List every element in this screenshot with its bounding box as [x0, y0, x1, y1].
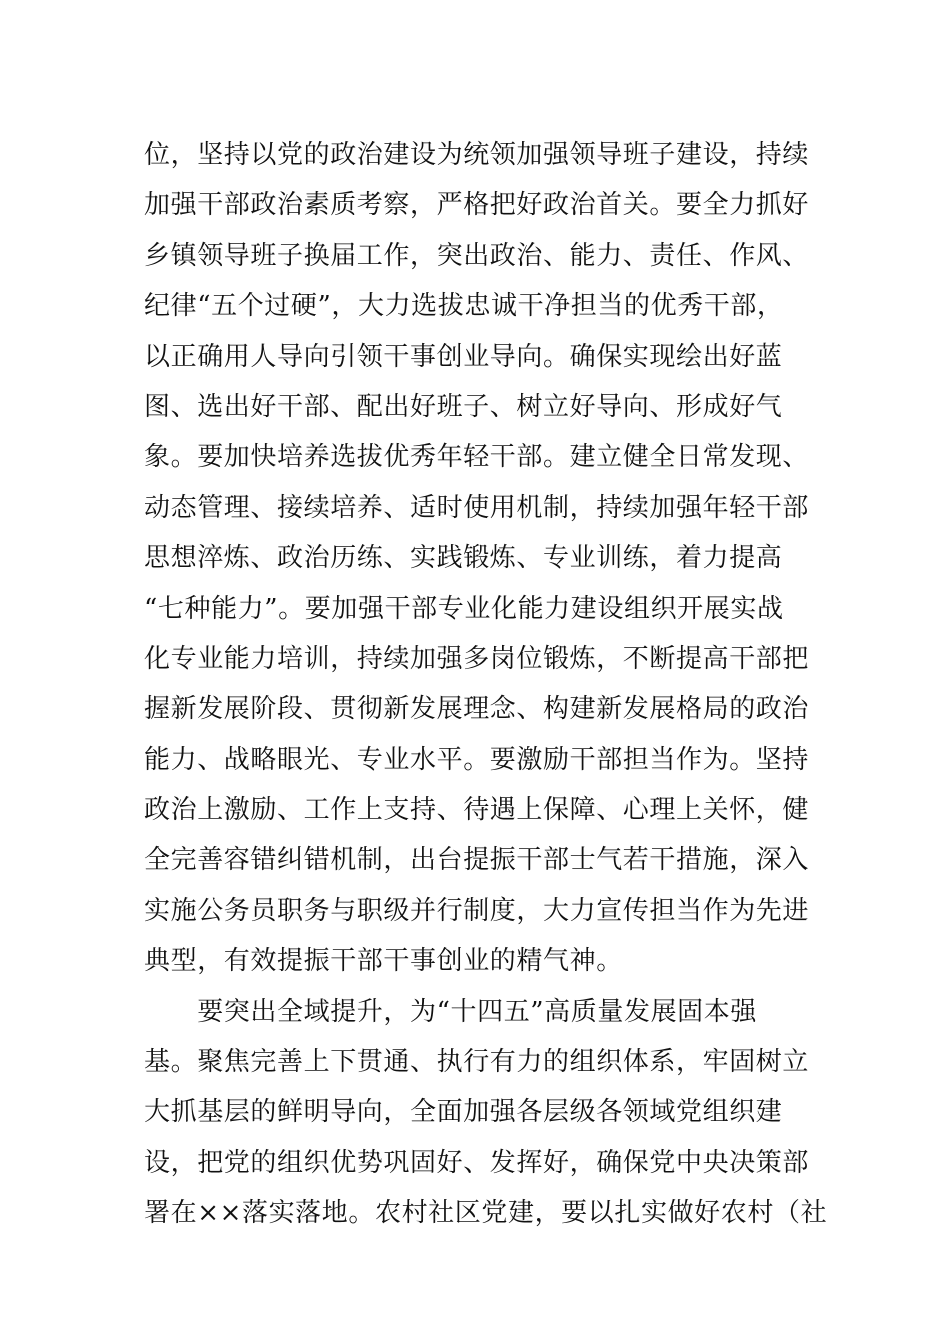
text-line: 全完善容错纠错机制，出台提振干部士气若干措施，深入 [144, 845, 810, 876]
text-line: 大抓基层的鲜明导向，全面加强各层级各领域党组织建 [144, 1097, 783, 1128]
text-line: 动态管理、接续培养、适时使用机制，持续加强年轻干部 [144, 492, 810, 523]
text-line: 化专业能力培训，持续加强多岗位锻炼，不断提高干部把 [144, 643, 810, 674]
text-line: 图、选出好干部、配出好班子、树立好导向、形成好气 [144, 391, 783, 422]
text-line: 典型，有效提振干部干事创业的精气神。 [144, 946, 623, 977]
text-line: 能力、战略眼光、专业水平。要激励干部担当作为。坚持 [144, 744, 810, 775]
text-line: 基。聚焦完善上下贯通、执行有力的组织体系，牢固树立 [144, 1047, 810, 1078]
text-line: 位，坚持以党的政治建设为统领加强领导班子建设，持续 [144, 140, 810, 170]
text-line: 以正确用人导向引领干事创业导向。确保实现绘出好蓝 [144, 341, 783, 372]
text-line: 乡镇领导班子换届工作，突出政治、能力、责任、作风、 [144, 240, 810, 271]
text-line: 思想淬炼、政治历练、实践锻炼、专业训练，着力提高 [144, 543, 783, 574]
text-line: 实施公务员职务与职级并行制度，大力宣传担当作为先进 [144, 895, 810, 926]
text-line: “七种能力”。要加强干部专业化能力建设组织开展实战 [144, 593, 784, 624]
text-line: 象。要加快培养选拔优秀年轻干部。建立健全日常发现、 [144, 442, 810, 473]
text-line: 设，把党的组织优势巩固好、发挥好，确保党中央决策部 [144, 1147, 810, 1178]
text-line: 纪律“五个过硬”，大力选拔忠诚干净担当的优秀干部， [144, 291, 784, 322]
text-line: 加强干部政治素质考察，严格把好政治首关。要全力抓好 [144, 190, 810, 221]
paragraph-start-line: 要突出全域提升，为“十四五”高质量发展固本强 [144, 996, 757, 1027]
body-text [144, 130, 828, 1239]
text-line: 握新发展阶段、贯彻新发展理念、构建新发展格局的政治 [144, 694, 810, 725]
text-line: 政治上激励、工作上支持、待遇上保障、心理上关怀，健 [144, 795, 810, 826]
text-line: 署在××落实落地。农村社区党建，要以扎实做好农村（社 [144, 1198, 828, 1229]
